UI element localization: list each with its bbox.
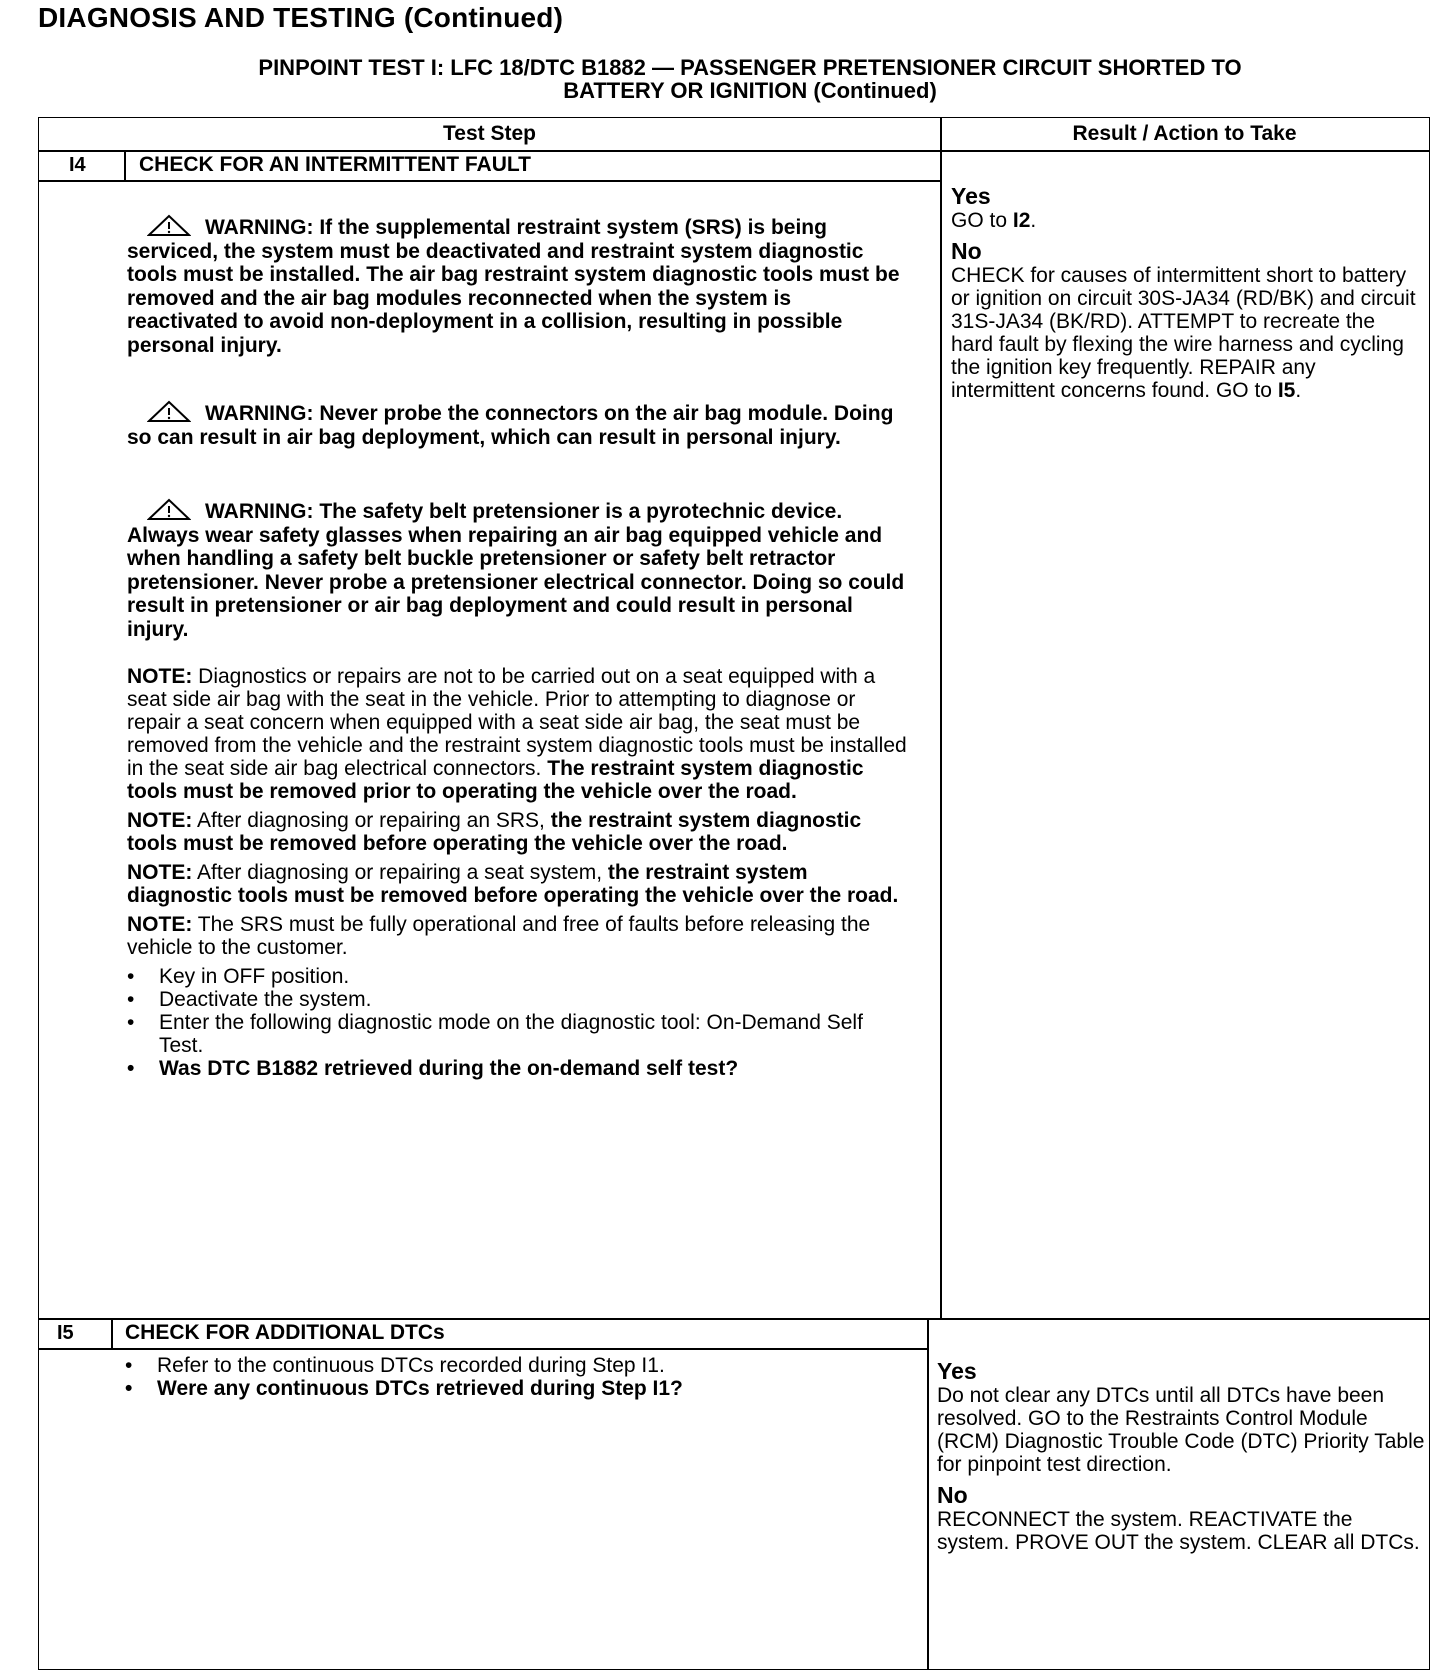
warning-3-text: WARNING: The safety belt pretensioner is a pyrotechnic device. Always wear safety glasses when repairing an air bag equipped vehicle and when handling a safety belt buckle pretensioner or safety belt retractor pretensioner. Never probe a pretensioner electrical connector. Doing so could result in pretensioner or air bag deployment and could result in personal injury. [127, 500, 905, 641]
i5-row-divider [39, 1318, 1429, 1320]
warning-probe-connectors [127, 400, 907, 449]
i4-action-list [127, 965, 907, 1080]
test-table [38, 117, 1430, 1670]
test-title-line-1: PINPOINT TEST I: LFC 18/DTC B1882 — PASSENGER PRETENSIONER CIRCUIT SHORTED TO [258, 55, 1242, 80]
header-result-action: Result / Action to Take [1072, 122, 1297, 145]
column-divider-lower [927, 1318, 929, 1670]
i4-yes-text: GO to I2. [951, 209, 1037, 232]
warning-srs-service [127, 214, 907, 357]
i4-title-divider [39, 180, 940, 182]
i4-notes-and-steps [127, 665, 907, 1080]
i5-action-list [125, 1354, 905, 1400]
warning-2-text: WARNING: Never probe the connectors on the air bag module. Doing so can result in air bag deployment, which can result in personal injury. [127, 402, 894, 449]
column-divider-upper [940, 118, 942, 1318]
step-title-i4: CHECK FOR AN INTERMITTENT FAULT [139, 153, 531, 176]
step-number-i5: I5 [57, 1322, 74, 1344]
note-srs-repair: NOTE: After diagnosing or repairing an SRS, the restraint system diagnostic tools must be removed before operating the vehicle over the road. [127, 809, 862, 855]
list-item: • Enter the following diagnostic mode on the diagnostic tool: On-Demand Self Test. [127, 1011, 907, 1057]
warning-triangle-icon [147, 498, 191, 520]
warning-triangle-icon [147, 400, 191, 422]
i4-no-text: CHECK for causes of intermittent short to battery or ignition on circuit 30S-JA34 (RD/BK) and circuit 31S-JA34 (BK/RD). ATTEMPT to recreate the hard fault by flexing the wire harness and cycling the ignition key frequently. REPAIR any intermittent concerns found. GO to I5. [951, 264, 1416, 402]
i4-no-label: No [951, 238, 982, 264]
link-step-i5[interactable]: I5 [1277, 379, 1296, 402]
i5-question: • Were any continuous DTCs retrieved during Step I1? [125, 1377, 905, 1400]
i5-title-divider [39, 1348, 927, 1350]
warning-1-text: WARNING: If the supplemental restraint system (SRS) is being serviced, the system must be deactivated and restraint system diagnostic tools must be installed. The air bag restraint system diagnostic tools must be removed and the air bag modules reconnected when the system is reactivated to avoid non-deployment in a collision, resulting in possible personal injury. [127, 216, 900, 357]
i4-question: • Was DTC B1882 retrieved during the on-demand self test? [127, 1057, 907, 1080]
i5-no-label: No [937, 1482, 968, 1508]
page-heading: DIAGNOSIS AND TESTING (Continued) [38, 2, 564, 33]
pinpoint-test-title [60, 56, 1440, 102]
i5-steps [125, 1354, 905, 1400]
list-item: • Deactivate the system. [127, 988, 907, 1011]
note-srs-operational: NOTE: The SRS must be fully operational and free of faults before releasing the vehicle to the customer. [127, 913, 871, 959]
list-item: • Refer to the continuous DTCs recorded during Step I1. [125, 1354, 905, 1377]
step-title-i5: CHECK FOR ADDITIONAL DTCs [125, 1321, 445, 1344]
i4-yes-label: Yes [951, 183, 991, 209]
i5-result-cell [937, 1358, 1425, 1554]
i5-number-divider [111, 1318, 113, 1349]
step-number-i4: I4 [69, 154, 86, 176]
i4-number-divider [124, 150, 126, 181]
warning-pretensioner [127, 498, 907, 641]
i5-yes-text: Do not clear any DTCs until all DTCs have been resolved. GO to the Restraints Control Module (RCM) Diagnostic Trouble Code (DTC) Priority Table for pinpoint test direction. [937, 1384, 1425, 1476]
i5-yes-label: Yes [937, 1358, 977, 1384]
list-item: • Key in OFF position. [127, 965, 907, 988]
note-seat-side-airbag: NOTE: Diagnostics or repairs are not to be carried out on a seat equipped with a seat side air bag with the seat in the vehicle. Prior to attempting to diagnose or repair a seat concern when equipped with a seat side air bag, the seat must be removed from the vehicle and the restraint system diagnostic tools must be installed in the seat side air bag electrical connectors. The restraint system diagnostic tools must be removed prior to operating the vehicle over the road. [127, 665, 907, 803]
warning-triangle-icon [147, 214, 191, 236]
note-seat-system-repair: NOTE: After diagnosing or repairing a seat system, the restraint system diagnostic tools must be removed before operating the vehicle over the road. [127, 861, 899, 907]
i4-result-cell [951, 183, 1421, 402]
test-title-line-2: BATTERY OR IGNITION (Continued) [563, 78, 937, 103]
link-step-i2[interactable]: I2 [1012, 209, 1031, 232]
i5-no-text: RECONNECT the system. REACTIVATE the system. PROVE OUT the system. CLEAR all DTCs. [937, 1508, 1420, 1554]
header-divider [39, 150, 1429, 152]
header-test-step: Test Step [443, 122, 536, 145]
